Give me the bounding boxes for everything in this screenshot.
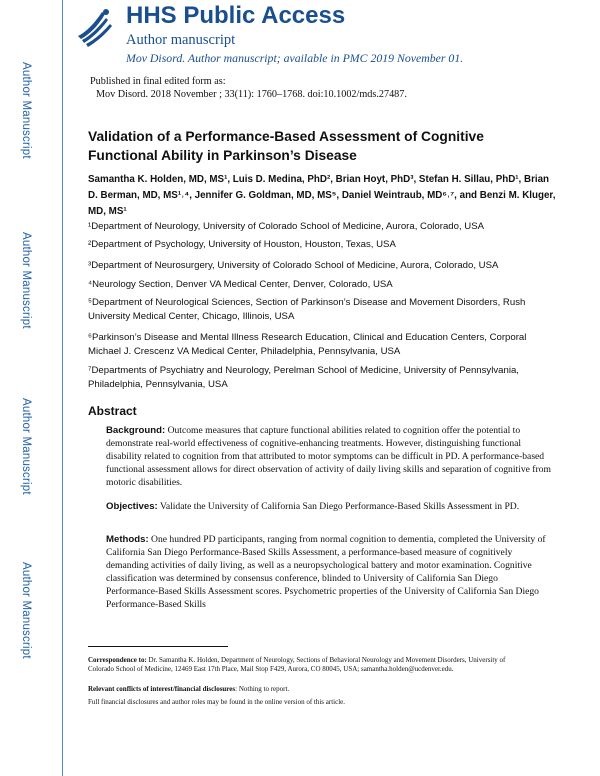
side-label: Author Manuscript	[20, 232, 32, 329]
objectives-text: Validate the University of California San Diego Performance-Based Skills Assessment in PD.	[157, 501, 520, 512]
author-list: Samantha K. Holden, MD, MS¹, Luis D. Medina, PhD², Brian Hoyt, PhD³, Stefan H. Sillau, PhD¹, Brian D. Berman, MD, MS¹˒⁴, Jennifer G. Goldman, MD, MS⁵, Daniel Weintraub, MD⁶˒⁷, and Benzi M. Kluger, MD, MS¹	[88, 174, 556, 217]
correspondence-text: Dr. Samantha K. Holden, Department of Neurology, Sections of Behavioral Neurology and Movement Disorders, University of Colorado School of Medicine, 12469 East 17th Place, Mail Stop F429, Aurora, CO 80045, USA; samantha.holden@ucdenver.edu.	[88, 656, 506, 673]
affiliation: ⁷Departments of Psychiatry and Neurology, Perelman School of Medicine, University of Pennsylvania, Philadelphia, Pennsylvania, USA	[88, 365, 519, 390]
abstract-background	[106, 424, 551, 489]
conflicts-footnote	[88, 685, 508, 694]
disclosures-footnote: Full financial disclosures and author roles may be found in the online version of this article.	[88, 698, 345, 706]
sidebar-divider	[62, 0, 63, 776]
objectives-label: Objectives:	[106, 501, 158, 512]
correspondence-label: Correspondence to:	[88, 656, 147, 664]
hhs-title: HHS Public Access	[126, 2, 346, 29]
affiliation: ⁶Parkinson’s Disease and Mental Illness Research Education, Clinical and Education Centers, Corporal Michael J. Crescenz VA Medical Center, Philadelphia, Pennsylvania, USA	[88, 332, 527, 357]
author-manuscript-sidebar	[0, 0, 62, 776]
side-label: Author Manuscript	[20, 398, 32, 495]
methods-label: Methods:	[106, 534, 149, 545]
hhs-eagle-logo-icon	[72, 6, 116, 50]
abstract-methods	[106, 533, 551, 611]
affiliation: ⁵Department of Neurological Sciences, Section of Parkinson’s Disease and Movement Disorders, Rush University Medical Center, Chicago, Illinois, USA	[88, 297, 526, 322]
conflicts-label: Relevant conflicts of interest/financial disclosures	[88, 685, 236, 693]
abstract-heading: Abstract	[88, 404, 137, 418]
background-text: Outcome measures that capture functional abilities related to cognition offer the potential to demonstrate real-world effectiveness of cognitive-enhancing treatments. However, distinguishing functional disability related to cognition from that attributed to motor symptoms can be difficult in PD. A performance-based functional assessment allows for direct observation of activity of daily living skills and separation of cognitive from motoric disabilities.	[106, 425, 551, 488]
methods-text: One hundred PD participants, ranging from normal cognition to dementia, completed the University of California San Diego Performance-Based Skills Assessment, a performance-based measure of cognitively demanding activities of daily living, as well as a neuropsychological battery and motor examination. Cognitive classification was determined by consensus conference, blinded to University of California San Diego Performance-Based Skills Assessment scores. Psychometric properties of the University of California San Diego Performance-Based Skills	[106, 534, 546, 610]
conflicts-text: : Nothing to report.	[235, 685, 290, 693]
affiliation: ¹Department of Neurology, University of Colorado School of Medicine, Aurora, Colorado, USA	[88, 221, 485, 232]
article-title: Validation of a Performance-Based Assessment of Cognitive Functional Ability in Parkinson’s Disease	[88, 129, 484, 163]
author-manuscript-label: Author manuscript	[126, 32, 236, 48]
abstract-objectives	[106, 500, 551, 513]
background-label: Background:	[106, 425, 166, 436]
citation-line: Mov Disord. 2018 November ; 33(11): 1760–1768. doi:10.1002/mds.27487.	[96, 89, 407, 100]
side-label: Author Manuscript	[20, 62, 32, 159]
affiliation: ³Department of Neurosurgery, University of Colorado School of Medicine, Aurora, Colorado, USA	[88, 260, 499, 271]
correspondence-footnote	[88, 656, 508, 674]
footnote-rule	[88, 646, 228, 647]
side-label: Author Manuscript	[20, 562, 32, 659]
published-label: Published in final edited form as:	[90, 76, 226, 87]
affiliation: ⁴Neurology Section, Denver VA Medical Center, Denver, Colorado, USA	[88, 279, 393, 290]
journal-availability: Mov Disord. Author manuscript; available in PMC 2019 November 01.	[126, 51, 464, 65]
affiliation: ²Department of Psychology, University of Houston, Houston, Texas, USA	[88, 239, 396, 250]
